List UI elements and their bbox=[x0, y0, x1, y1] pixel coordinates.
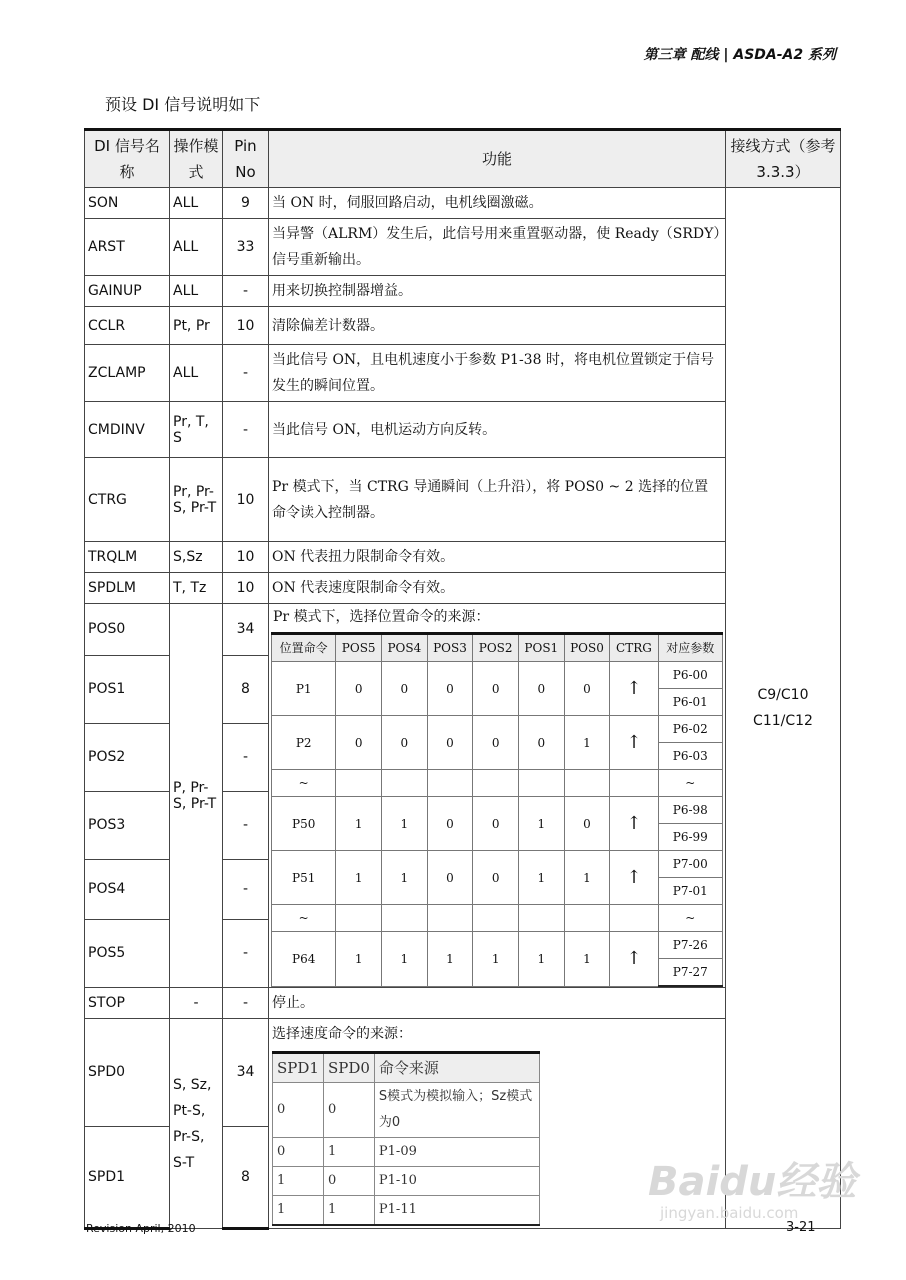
wiring-line-1: C9/C10 bbox=[757, 687, 809, 703]
spd-header: SPD1 bbox=[273, 1053, 324, 1083]
signal-pin: 10 bbox=[223, 307, 269, 345]
signal-name: POS1 bbox=[85, 655, 170, 723]
signal-name: GAINUP bbox=[85, 276, 170, 307]
col-header-pin: Pin No bbox=[223, 130, 269, 188]
pos-bit: 0 bbox=[518, 662, 564, 716]
pos-param: ~ bbox=[658, 905, 722, 932]
signal-mode: S,Sz bbox=[170, 542, 223, 573]
spd-cell: 0 bbox=[273, 1138, 324, 1167]
signal-mode: P, Pr-S, Pr-T bbox=[170, 604, 223, 988]
pos-cmd: ~ bbox=[272, 905, 336, 932]
pos-cmd: P64 bbox=[272, 932, 336, 987]
pos-cmd: P2 bbox=[272, 716, 336, 770]
signal-name: SON bbox=[85, 188, 170, 219]
pos-header: POS5 bbox=[336, 634, 382, 662]
spd-func-text: 选择速度命令的来源： bbox=[272, 1026, 412, 1042]
pos-bit: 0 bbox=[427, 662, 473, 716]
intro-text: 预设 DI 信号说明如下 bbox=[105, 95, 261, 114]
signal-name: SPDLM bbox=[85, 573, 170, 604]
spd-cell: 0 bbox=[273, 1083, 324, 1138]
page-header: 第三章 配线 | ASDA-A2 系列 bbox=[643, 47, 836, 63]
pos-param: P7-01 bbox=[658, 878, 722, 905]
spd-header: SPD0 bbox=[323, 1053, 374, 1083]
pos-bit: 1 bbox=[336, 797, 382, 851]
signal-mode: Pr, T, S bbox=[170, 402, 223, 458]
signal-name: SPD0 bbox=[85, 1019, 170, 1127]
pos-param: P7-26 bbox=[658, 932, 722, 959]
pos-func-text: Pr 模式下，选择位置命令的来源： bbox=[273, 609, 490, 625]
signal-name: POS0 bbox=[85, 604, 170, 656]
signal-func: 清除偏差计数器。 bbox=[269, 307, 726, 345]
table-row bbox=[85, 188, 841, 219]
pos-bit: 0 bbox=[518, 716, 564, 770]
spd-cell: 0 bbox=[323, 1083, 374, 1138]
signal-mode: Pt, Pr bbox=[170, 307, 223, 345]
pos-bit: 1 bbox=[382, 851, 428, 905]
pos-bit: 1 bbox=[427, 932, 473, 987]
pos-bit: 0 bbox=[564, 797, 610, 851]
signal-func: 当此信号 ON，且电机速度小于参数 P1-38 时，将电机位置锁定于信号发生的瞬间位置。 bbox=[269, 345, 726, 402]
signal-func: 用来切换控制器增益。 bbox=[269, 276, 726, 307]
pos-bit: 0 bbox=[382, 662, 428, 716]
pos-header: POS1 bbox=[518, 634, 564, 662]
signal-pin: 8 bbox=[223, 1126, 269, 1229]
signal-pin: 34 bbox=[223, 604, 269, 656]
pos-param: P6-02 bbox=[658, 716, 722, 743]
pos-bit: 1 bbox=[473, 932, 519, 987]
pos-bit: 1 bbox=[518, 797, 564, 851]
rising-edge-icon: ↑ bbox=[610, 716, 658, 770]
pos-bit: 1 bbox=[518, 851, 564, 905]
col-header-mode: 操作模式 bbox=[170, 130, 223, 188]
pos-cmd: P51 bbox=[272, 851, 336, 905]
pos-bit: 0 bbox=[336, 716, 382, 770]
signal-pin: - bbox=[223, 402, 269, 458]
signal-name: CMDINV bbox=[85, 402, 170, 458]
spd-cell: P1-09 bbox=[374, 1138, 539, 1167]
rising-edge-icon: ↑ bbox=[610, 851, 658, 905]
pos-bit: 1 bbox=[564, 932, 610, 987]
footer-revision: Revision April, 2010 bbox=[86, 1222, 196, 1235]
signal-name: TRQLM bbox=[85, 542, 170, 573]
signal-mode: ALL bbox=[170, 219, 223, 276]
signal-func: 当异警（ALRM）发生后，此信号用来重置驱动器，使 Ready（SRDY）信号重新输出。 bbox=[269, 219, 726, 276]
di-signal-table bbox=[84, 128, 841, 1230]
spd-cell: 1 bbox=[273, 1167, 324, 1196]
signal-mode: ALL bbox=[170, 345, 223, 402]
spd-cell: 1 bbox=[323, 1196, 374, 1226]
pos-bit: 1 bbox=[336, 851, 382, 905]
signal-name: CTRG bbox=[85, 458, 170, 542]
pos-bit: 1 bbox=[564, 851, 610, 905]
pos-header: POS4 bbox=[382, 634, 428, 662]
spd-cell: 1 bbox=[273, 1196, 324, 1226]
pos-param: P6-98 bbox=[658, 797, 722, 824]
pos-param: P6-03 bbox=[658, 743, 722, 770]
signal-mode: - bbox=[170, 988, 223, 1019]
rising-edge-icon: ↑ bbox=[610, 662, 658, 716]
pos-bit: 0 bbox=[427, 797, 473, 851]
col-header-wiring: 接线方式（参考 3.3.3） bbox=[726, 130, 841, 188]
watermark-url: jingyan.baidu.com bbox=[660, 1204, 799, 1222]
pos-bit: 1 bbox=[564, 716, 610, 770]
signal-pin: 10 bbox=[223, 542, 269, 573]
signal-name: ARST bbox=[85, 219, 170, 276]
pos-cmd: P50 bbox=[272, 797, 336, 851]
spd-cell: 0 bbox=[323, 1167, 374, 1196]
signal-name: SPD1 bbox=[85, 1126, 170, 1229]
pos-bit: 0 bbox=[473, 797, 519, 851]
col-header-name: DI 信号名称 bbox=[85, 130, 170, 188]
signal-func: 当此信号 ON，电机运动方向反转。 bbox=[269, 402, 726, 458]
signal-func: 停止。 bbox=[269, 988, 726, 1019]
signal-pin: - bbox=[223, 919, 269, 987]
signal-mode: ALL bbox=[170, 188, 223, 219]
spd-header: 命令来源 bbox=[374, 1053, 539, 1083]
signal-pin: - bbox=[223, 859, 269, 919]
pos-bit: 0 bbox=[564, 662, 610, 716]
pos-param: P7-27 bbox=[658, 959, 722, 987]
spd-table bbox=[272, 1051, 540, 1226]
signal-mode: Pr, Pr-S, Pr-T bbox=[170, 458, 223, 542]
rising-edge-icon: ↑ bbox=[610, 932, 658, 987]
spd-cell: P1-10 bbox=[374, 1167, 539, 1196]
signal-pin: - bbox=[223, 345, 269, 402]
pos-bit: 0 bbox=[427, 851, 473, 905]
signal-func: ON 代表扭力限制命令有效。 bbox=[269, 542, 726, 573]
pos-header: 对应参数 bbox=[658, 634, 722, 662]
pos-header: POS3 bbox=[427, 634, 473, 662]
pos-bit: 0 bbox=[382, 716, 428, 770]
signal-pin: - bbox=[223, 791, 269, 859]
pos-param: P6-00 bbox=[658, 662, 722, 689]
signal-pin: - bbox=[223, 723, 269, 791]
signal-pin: - bbox=[223, 276, 269, 307]
signal-pin: 9 bbox=[223, 188, 269, 219]
spd-cell: 1 bbox=[323, 1138, 374, 1167]
signal-pin: 10 bbox=[223, 573, 269, 604]
signal-pin: 10 bbox=[223, 458, 269, 542]
signal-func: Pr 模式下，当 CTRG 导通瞬间（上升沿），将 POS0 ~ 2 选择的位置命令读入控制器。 bbox=[269, 458, 726, 542]
wiring-cell bbox=[726, 188, 841, 1229]
pos-bit: 1 bbox=[336, 932, 382, 987]
signal-name: CCLR bbox=[85, 307, 170, 345]
watermark-logo: Baidu经验 bbox=[648, 1159, 857, 1205]
signal-name: ZCLAMP bbox=[85, 345, 170, 402]
signal-name: POS5 bbox=[85, 919, 170, 987]
pos-param: P7-00 bbox=[658, 851, 722, 878]
pos-bit: 0 bbox=[473, 662, 519, 716]
signal-name: POS2 bbox=[85, 723, 170, 791]
pos-bit: 0 bbox=[473, 716, 519, 770]
page-number: 3-21 bbox=[786, 1220, 816, 1235]
table-header-row bbox=[85, 130, 841, 188]
signal-name: POS3 bbox=[85, 791, 170, 859]
pos-bit: 0 bbox=[473, 851, 519, 905]
signal-pin: 33 bbox=[223, 219, 269, 276]
pos-header: POS0 bbox=[564, 634, 610, 662]
signal-mode: ALL bbox=[170, 276, 223, 307]
pos-header: CTRG bbox=[610, 634, 658, 662]
rising-edge-icon: ↑ bbox=[610, 797, 658, 851]
signal-func: 当 ON 时，伺服回路启动，电机线圈激磁。 bbox=[269, 188, 726, 219]
pos-param: P6-01 bbox=[658, 689, 722, 716]
pos-param: P6-99 bbox=[658, 824, 722, 851]
pos-cmd: P1 bbox=[272, 662, 336, 716]
col-header-func: 功能 bbox=[269, 130, 726, 188]
signal-pin: 34 bbox=[223, 1019, 269, 1127]
pos-bit: 1 bbox=[382, 932, 428, 987]
signal-name: POS4 bbox=[85, 859, 170, 919]
pos-header: 位置命令 bbox=[272, 634, 336, 662]
pos-bit: 1 bbox=[382, 797, 428, 851]
signal-mode: S, Sz, Pt-S, Pr-S, S-T bbox=[170, 1019, 223, 1229]
signal-pin: 8 bbox=[223, 655, 269, 723]
spd-cell: S模式为模拟输入；Sz模式为0 bbox=[374, 1083, 539, 1138]
wiring-line-2: C11/C12 bbox=[753, 713, 813, 729]
spd-cell: P1-11 bbox=[374, 1196, 539, 1226]
signal-func bbox=[269, 604, 726, 988]
pos-param: ~ bbox=[658, 770, 722, 797]
signal-pin: - bbox=[223, 988, 269, 1019]
pos-bit: 0 bbox=[336, 662, 382, 716]
pos-bit: 1 bbox=[518, 932, 564, 987]
pos-header: POS2 bbox=[473, 634, 519, 662]
signal-func: ON 代表速度限制命令有效。 bbox=[269, 573, 726, 604]
pos-table bbox=[271, 632, 723, 987]
pos-bit: 0 bbox=[427, 716, 473, 770]
pos-cmd: ~ bbox=[272, 770, 336, 797]
signal-name: STOP bbox=[85, 988, 170, 1019]
signal-mode: T, Tz bbox=[170, 573, 223, 604]
